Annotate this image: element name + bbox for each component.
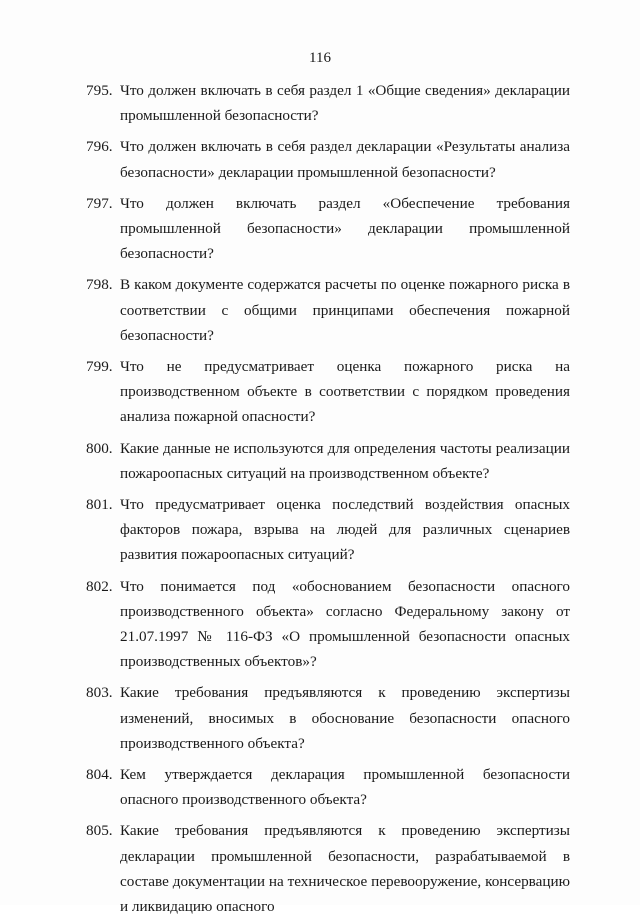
question-number: 797. [86, 194, 113, 212]
question-number: 804. [86, 766, 113, 784]
question-item [86, 762, 570, 812]
question-number: 796. [86, 138, 113, 156]
page-number: 116 [309, 50, 331, 66]
question-number: 805. [86, 822, 113, 840]
question-number: 799. [86, 358, 113, 376]
question-text: Что должен включать в себя раздел декларации «Результаты анализа безопасности» декларации промышленной безопасности? [120, 138, 570, 181]
question-number: 803. [86, 684, 113, 702]
question-item [86, 134, 570, 184]
question-item [86, 574, 570, 675]
question-text: В каком документе содержатся расчеты по оценке пожарного риска в соответствии с общими принципами обеспечения пожарной безопасности? [120, 276, 570, 344]
question-text: Что должен включать в себя раздел 1 «Общие сведения» декларации промышленной безопасности? [120, 82, 570, 125]
question-list [86, 78, 570, 919]
question-number: 802. [86, 577, 113, 595]
question-item [86, 680, 570, 756]
question-text: Какие данные не используются для определения частоты реализации пожароопасных ситуаций на производственном объекте? [120, 439, 570, 482]
question-text: Что предусматривает оценка последствий воздействия опасных факторов пожара, взрыва на людей для различных сценариев развития пожароопасных ситуаций? [120, 496, 570, 564]
question-item [86, 78, 570, 128]
question-text: Какие требования предъявляются к проведению экспертизы декларации промышленной безопасности, разрабатываемой в составе документации на техническое перевооружение, консервацию и ликвидацию опасного [120, 822, 570, 916]
question-number: 800. [86, 439, 113, 457]
question-item [86, 492, 570, 568]
question-text: Что не предусматривает оценка пожарного риска на производственном объекте в соответствии с порядком проведения анализа пожарной опасности? [120, 358, 570, 426]
question-number: 795. [86, 82, 113, 99]
question-item [86, 818, 570, 919]
question-item [86, 272, 570, 348]
question-item [86, 191, 570, 267]
question-number: 798. [86, 276, 113, 294]
question-item [86, 436, 570, 486]
question-number: 801. [86, 496, 113, 514]
question-text: Что должен включать раздел «Обеспечение требования промышленной безопасности» декларации промышленной безопасности? [120, 194, 570, 263]
question-item [86, 354, 570, 430]
question-text: Какие требования предъявляются к проведению экспертизы изменений, вносимых в обоснование безопасности опасного производственного объекта? [120, 684, 570, 752]
question-text: Что понимается под «обоснованием безопасности опасного производственного объекта» согласно Федеральному закону от 21.07.1997 № 116-ФЗ «О промышленной безопасности опасных производственных объектов»? [120, 577, 570, 671]
question-text: Кем утверждается декларация промышленной безопасности опасного производственного объекта? [120, 766, 570, 809]
